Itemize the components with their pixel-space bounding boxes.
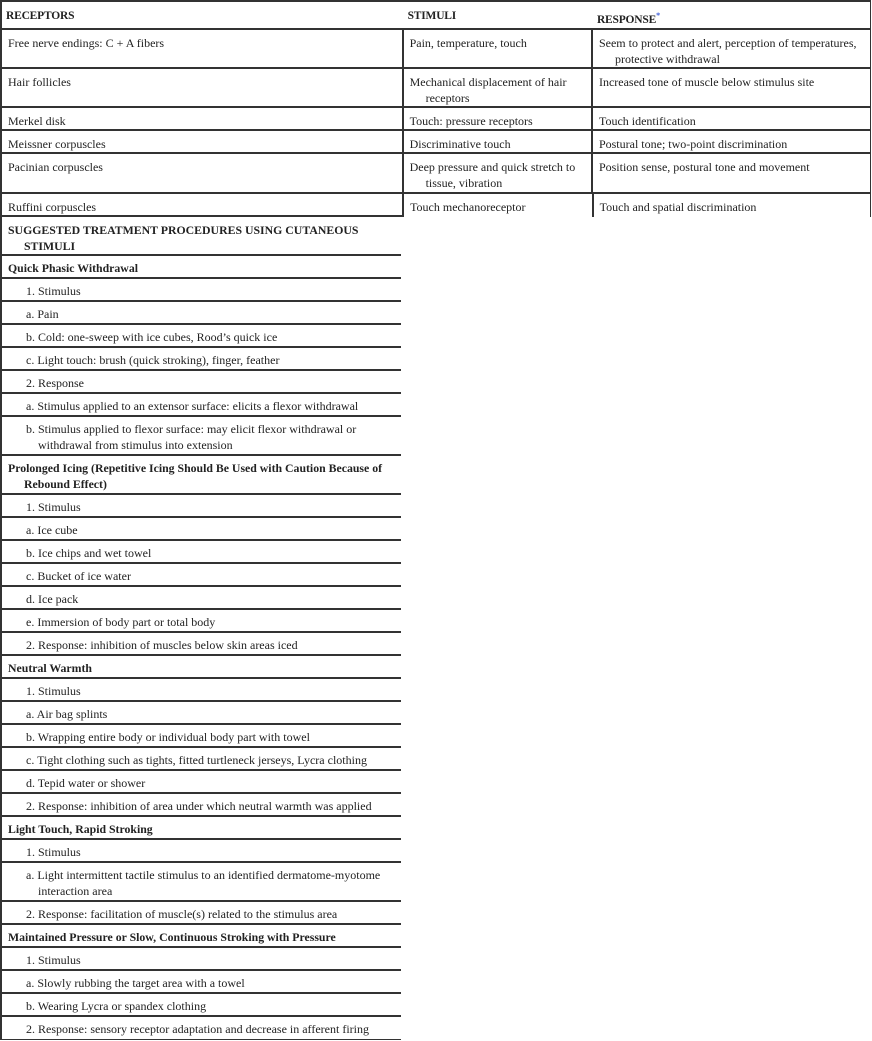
header-response: RESPONSE* bbox=[596, 11, 660, 26]
list-item: e. Immersion of body part or total body bbox=[2, 610, 401, 633]
list-item: 1. Stimulus bbox=[2, 948, 401, 971]
list-item: d. Tepid water or shower bbox=[2, 771, 401, 794]
stimuli-cell: Touch: pressure receptors bbox=[402, 108, 591, 131]
treatment-procedures-list bbox=[0, 217, 401, 1040]
list-item: b. Stimulus applied to flexor surface: may elicit flexor withdrawal or withdrawal from stimulus into extension bbox=[2, 417, 401, 456]
receptor-cell: Pacinian corpuscles bbox=[2, 154, 402, 194]
stimuli-cell: Discriminative touch bbox=[402, 131, 591, 154]
table-row bbox=[0, 28, 871, 69]
table-row bbox=[0, 194, 871, 217]
receptor-cell: Ruffini corpuscles bbox=[2, 194, 402, 217]
response-cell: Touch and spatial discrimination bbox=[592, 194, 871, 217]
section-heading: Maintained Pressure or Slow, Continuous Stroking with Pressure bbox=[2, 925, 401, 948]
list-item: 1. Stimulus bbox=[2, 840, 401, 863]
stimuli-cell: Deep pressure and quick stretch to tissue, vibration bbox=[402, 154, 591, 194]
receptor-cell: Merkel disk bbox=[2, 108, 402, 131]
receptor-cell: Free nerve endings: C + A fibers bbox=[2, 30, 402, 69]
response-cell: Touch identification bbox=[591, 108, 870, 131]
stimuli-cell: Touch mechanoreceptor bbox=[402, 194, 592, 217]
table-row bbox=[0, 69, 871, 108]
response-cell: Position sense, postural tone and movement bbox=[591, 154, 870, 194]
section-heading: Prolonged Icing (Repetitive Icing Should Be Used with Caution Because of Rebound Effect) bbox=[2, 456, 401, 495]
list-item: b. Ice chips and wet towel bbox=[2, 541, 401, 564]
table-row bbox=[0, 154, 871, 194]
list-item: b. Wrapping entire body or individual body part with towel bbox=[2, 725, 401, 748]
receptor-table bbox=[0, 0, 871, 217]
stimuli-cell: Mechanical displacement of hair receptors bbox=[402, 69, 591, 108]
table-row bbox=[0, 131, 871, 154]
list-item: 2. Response: sensory receptor adaptation and decrease in afferent firing bbox=[2, 1017, 401, 1040]
list-item: 1. Stimulus bbox=[2, 679, 401, 702]
receptor-table-header bbox=[0, 0, 871, 28]
list-item: 2. Response: inhibition of area under which neutral warmth was applied bbox=[2, 794, 401, 817]
list-item: a. Stimulus applied to an extensor surface: elicits a flexor withdrawal bbox=[2, 394, 401, 417]
list-item: a. Pain bbox=[2, 302, 401, 325]
receptor-cell: Meissner corpuscles bbox=[2, 131, 402, 154]
list-item: 2. Response: facilitation of muscle(s) related to the stimulus area bbox=[2, 902, 401, 925]
list-item: 2. Response: inhibition of muscles below skin areas iced bbox=[2, 633, 401, 656]
list-item: c. Light touch: brush (quick stroking), finger, feather bbox=[2, 348, 401, 371]
list-item: 1. Stimulus bbox=[2, 495, 401, 518]
stimuli-cell: Pain, temperature, touch bbox=[402, 30, 591, 69]
receptor-cell: Hair follicles bbox=[2, 69, 402, 108]
response-cell: Seem to protect and alert, perception of temperatures, protective withdrawal bbox=[591, 30, 870, 69]
list-item: c. Bucket of ice water bbox=[2, 564, 401, 587]
list-item: b. Cold: one-sweep with ice cubes, Rood’s quick ice bbox=[2, 325, 401, 348]
list-item: c. Tight clothing such as tights, fitted turtleneck jerseys, Lycra clothing bbox=[2, 748, 401, 771]
section-heading: Neutral Warmth bbox=[2, 656, 401, 679]
section-heading: Quick Phasic Withdrawal bbox=[2, 256, 401, 279]
list-item: 1. Stimulus bbox=[2, 279, 401, 302]
footnote-marker-link[interactable]: * bbox=[656, 11, 660, 20]
section-heading: Light Touch, Rapid Stroking bbox=[2, 817, 401, 840]
procedures-title: SUGGESTED TREATMENT PROCEDURES USING CUTANEOUS STIMULI bbox=[2, 217, 401, 256]
response-cell: Increased tone of muscle below stimulus site bbox=[591, 69, 870, 108]
list-item: b. Wearing Lycra or spandex clothing bbox=[2, 994, 401, 1017]
list-item: a. Air bag splints bbox=[2, 702, 401, 725]
table-row bbox=[0, 108, 871, 131]
list-item: 2. Response bbox=[2, 371, 401, 394]
list-item: a. Light intermittent tactile stimulus to an identified dermatome-myotome interaction area bbox=[2, 863, 401, 902]
response-cell: Postural tone; two-point discrimination bbox=[591, 131, 870, 154]
header-receptors: RECEPTORS bbox=[6, 10, 75, 22]
list-item: d. Ice pack bbox=[2, 587, 401, 610]
header-stimuli: STIMULI bbox=[407, 10, 457, 22]
list-item: a. Slowly rubbing the target area with a towel bbox=[2, 971, 401, 994]
list-item: a. Ice cube bbox=[2, 518, 401, 541]
